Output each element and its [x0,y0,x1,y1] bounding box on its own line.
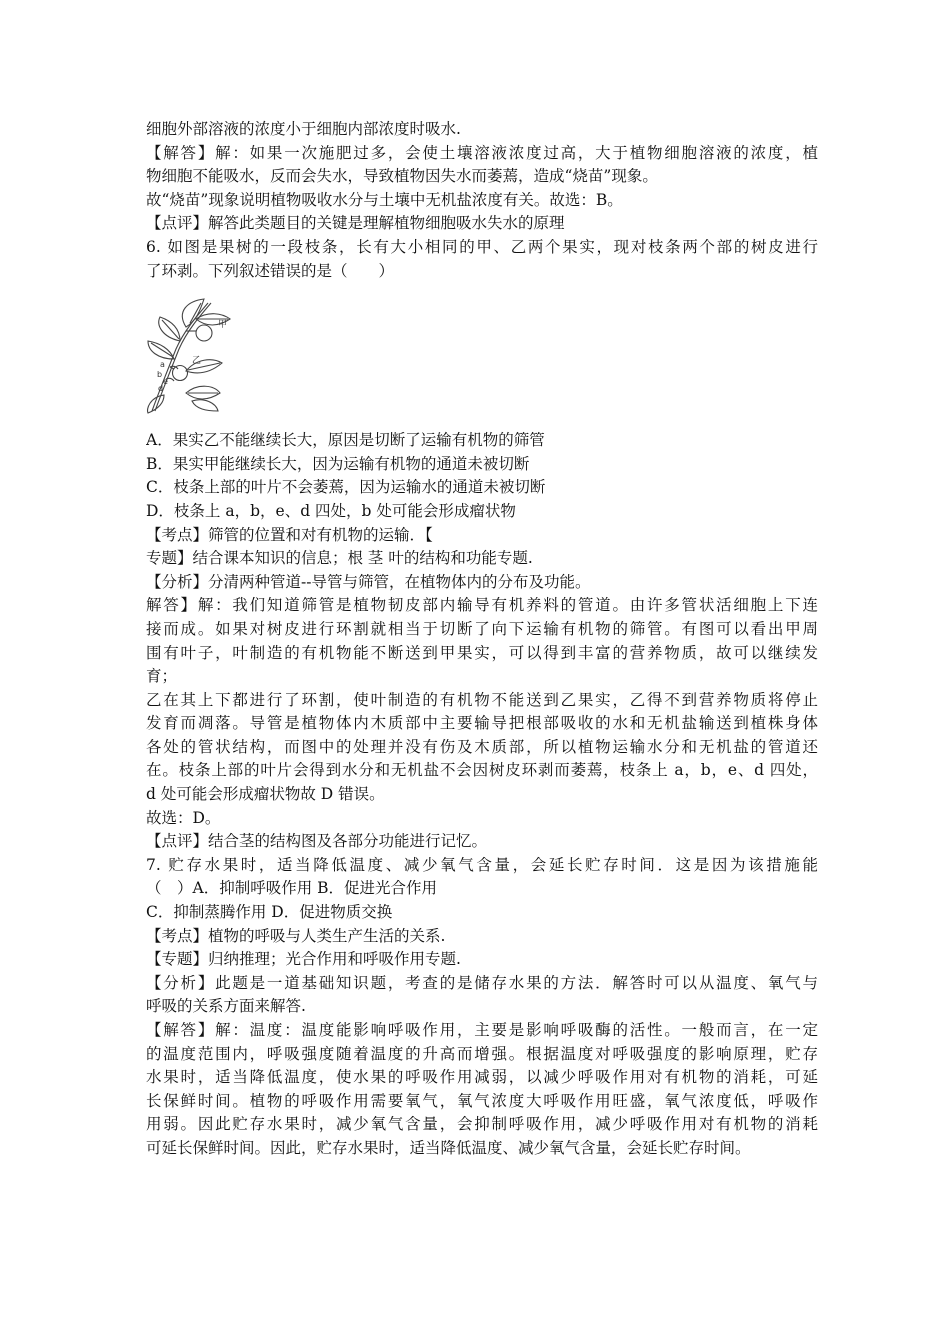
text-line: 专题】结合课本知识的信息；根 茎 叶的结构和功能专题. [146,549,533,568]
figure-label-jia: 甲 [218,320,228,331]
question-7-options: C．抑制蒸腾作用 D．促进物质交换 [146,903,393,922]
text-line: 故“烧苗”现象说明植物吸收水分与土壤中无机盐浓度有关。故选：B。 [146,190,623,209]
text-line: 【解答】解：温度：温度能影响呼吸作用，主要是影响呼吸酶的活性。一般而言，在一定 [146,1021,818,1039]
figure-label-b: b [157,370,163,380]
text-line: 的温度范围内，呼吸强度随着温度的升高而增强。根据温度对呼吸强度的影响原理，贮存 [146,1044,818,1063]
fruit-branch-figure [146,297,256,415]
text-line: 可延长保鲜时间。因此，贮存水果时，适当降低温度、减少氧气含量，会延长贮存时间。 [146,1138,751,1157]
text-line: 【考点】植物的呼吸与人类生产生活的关系. [146,926,446,945]
document-page [146,118,818,1161]
text-line: 【点评】结合茎的结构图及各部分功能进行记忆。 [146,832,488,851]
text-line: 【解答】解：如果一次施肥过多，会使土壤溶液浓度过高，大于植物细胞溶液的浓度，植 [146,143,818,162]
figure-label-d: d [158,384,164,394]
text-line: 各处的管状结构，而图中的处理并没有伤及木质部，所以植物运输水分和无机盐的管道还 [146,737,818,756]
text-line: 在。枝条上部的叶片会得到水分和无机盐不会因树皮环剥而萎蔫，枝条上 a，b，e、d 四处， [146,761,818,780]
figure-label-a: a [160,360,165,370]
option-a: A．果实乙不能继续长大，原因是切断了运输有机物的筛管 [146,431,545,450]
option-b: B．果实甲能继续长大，因为运输有机物的通道未被切断 [146,454,530,473]
text-line: 呼吸的关系方面来解答. [146,997,306,1016]
figure-label-e: e [163,377,168,387]
text-line: 物细胞不能吸水，反而会失水，导致植物因失水而萎蔫，造成“烧苗”现象。 [146,167,658,186]
fruit-branch-drawing [146,297,256,415]
text-line: 【考点】筛管的位置和对有机物的运输．【 [146,525,433,544]
text-line: 乙在其上下都进行了环割，使叶制造的有机物不能送到乙果实，乙得不到营养物质将停止 [146,690,818,709]
text-line: d 处可能会形成瘤状物故 D 错误。 [146,785,385,804]
text-line: 围有叶子，叶制造的有机物能不断送到甲果实，可以得到丰富的营养物质，故可以继续发 [146,643,818,662]
text-line: 长保鲜时间。植物的呼吸作用需要氧气，氧气浓度大呼吸作用旺盛，氧气浓度低，呼吸作 [146,1091,818,1110]
text-line: 细胞外部溶液的浓度小于细胞内部浓度时吸水. [146,120,461,138]
text-line: 【分析】分清两种管道--导管与筛管，在植物体内的分布及功能。 [146,572,591,591]
option-c: C．枝条上部的叶片不会萎蔫，因为运输水的通道未被切断 [146,478,546,497]
text-line: 【分析】此题是一道基础知识题，考查的是储存水果的方法．解答时可以从温度、氧气与 [146,973,818,992]
text-line: 用弱。因此贮存水果时，减少氧气含量，会抑制呼吸作用，减少呼吸作用对有机物的消耗 [146,1115,818,1134]
text-line: 故选：D。 [146,808,221,827]
text-line: 【点评】解答此类题目的关键是理解植物细胞吸水失水的原理 [146,214,565,233]
question-6-text: 6. 如图是果树的一段枝条，长有大小相同的甲、乙两个果实，现对枝条两个部的树皮进行 [146,237,818,256]
question-7-options: （ ）A．抑制呼吸作用 B．促进光合作用 [146,879,438,898]
option-d: D．枝条上 a，b，e、d 四处，b 处可能会形成瘤状物 [146,501,516,520]
text-line: 【专题】归纳推理；光合作用和呼吸作用专题. [146,950,461,969]
question-7-text: 7. 贮存水果时，适当降低温度、减少氧气含量，会延长贮存时间．这是因为该措施能 [146,855,818,874]
text-line: 发育而凋落。导管是植物体内木质部中主要输导把根部吸收的水和无机盐输送到植株身体 [146,714,818,733]
question-6-text: 了环剥。下列叙述错误的是（ ） [146,261,395,280]
figure-label-yi: 乙 [192,356,202,367]
text-line: 解答】解：我们知道筛管是植物韧皮部内输导有机养料的管道。由许多管状活细胞上下连 [146,596,818,615]
text-line: 接而成。如果对树皮进行环割就相当于切断了向下运输有机物的筛管。有图可以看出甲周 [146,619,818,638]
text-line: 水果时，适当降低温度，使水果的呼吸作用减弱，以减少呼吸作用对有机物的消耗，可延 [146,1068,818,1087]
text-line: 育； [146,667,178,686]
